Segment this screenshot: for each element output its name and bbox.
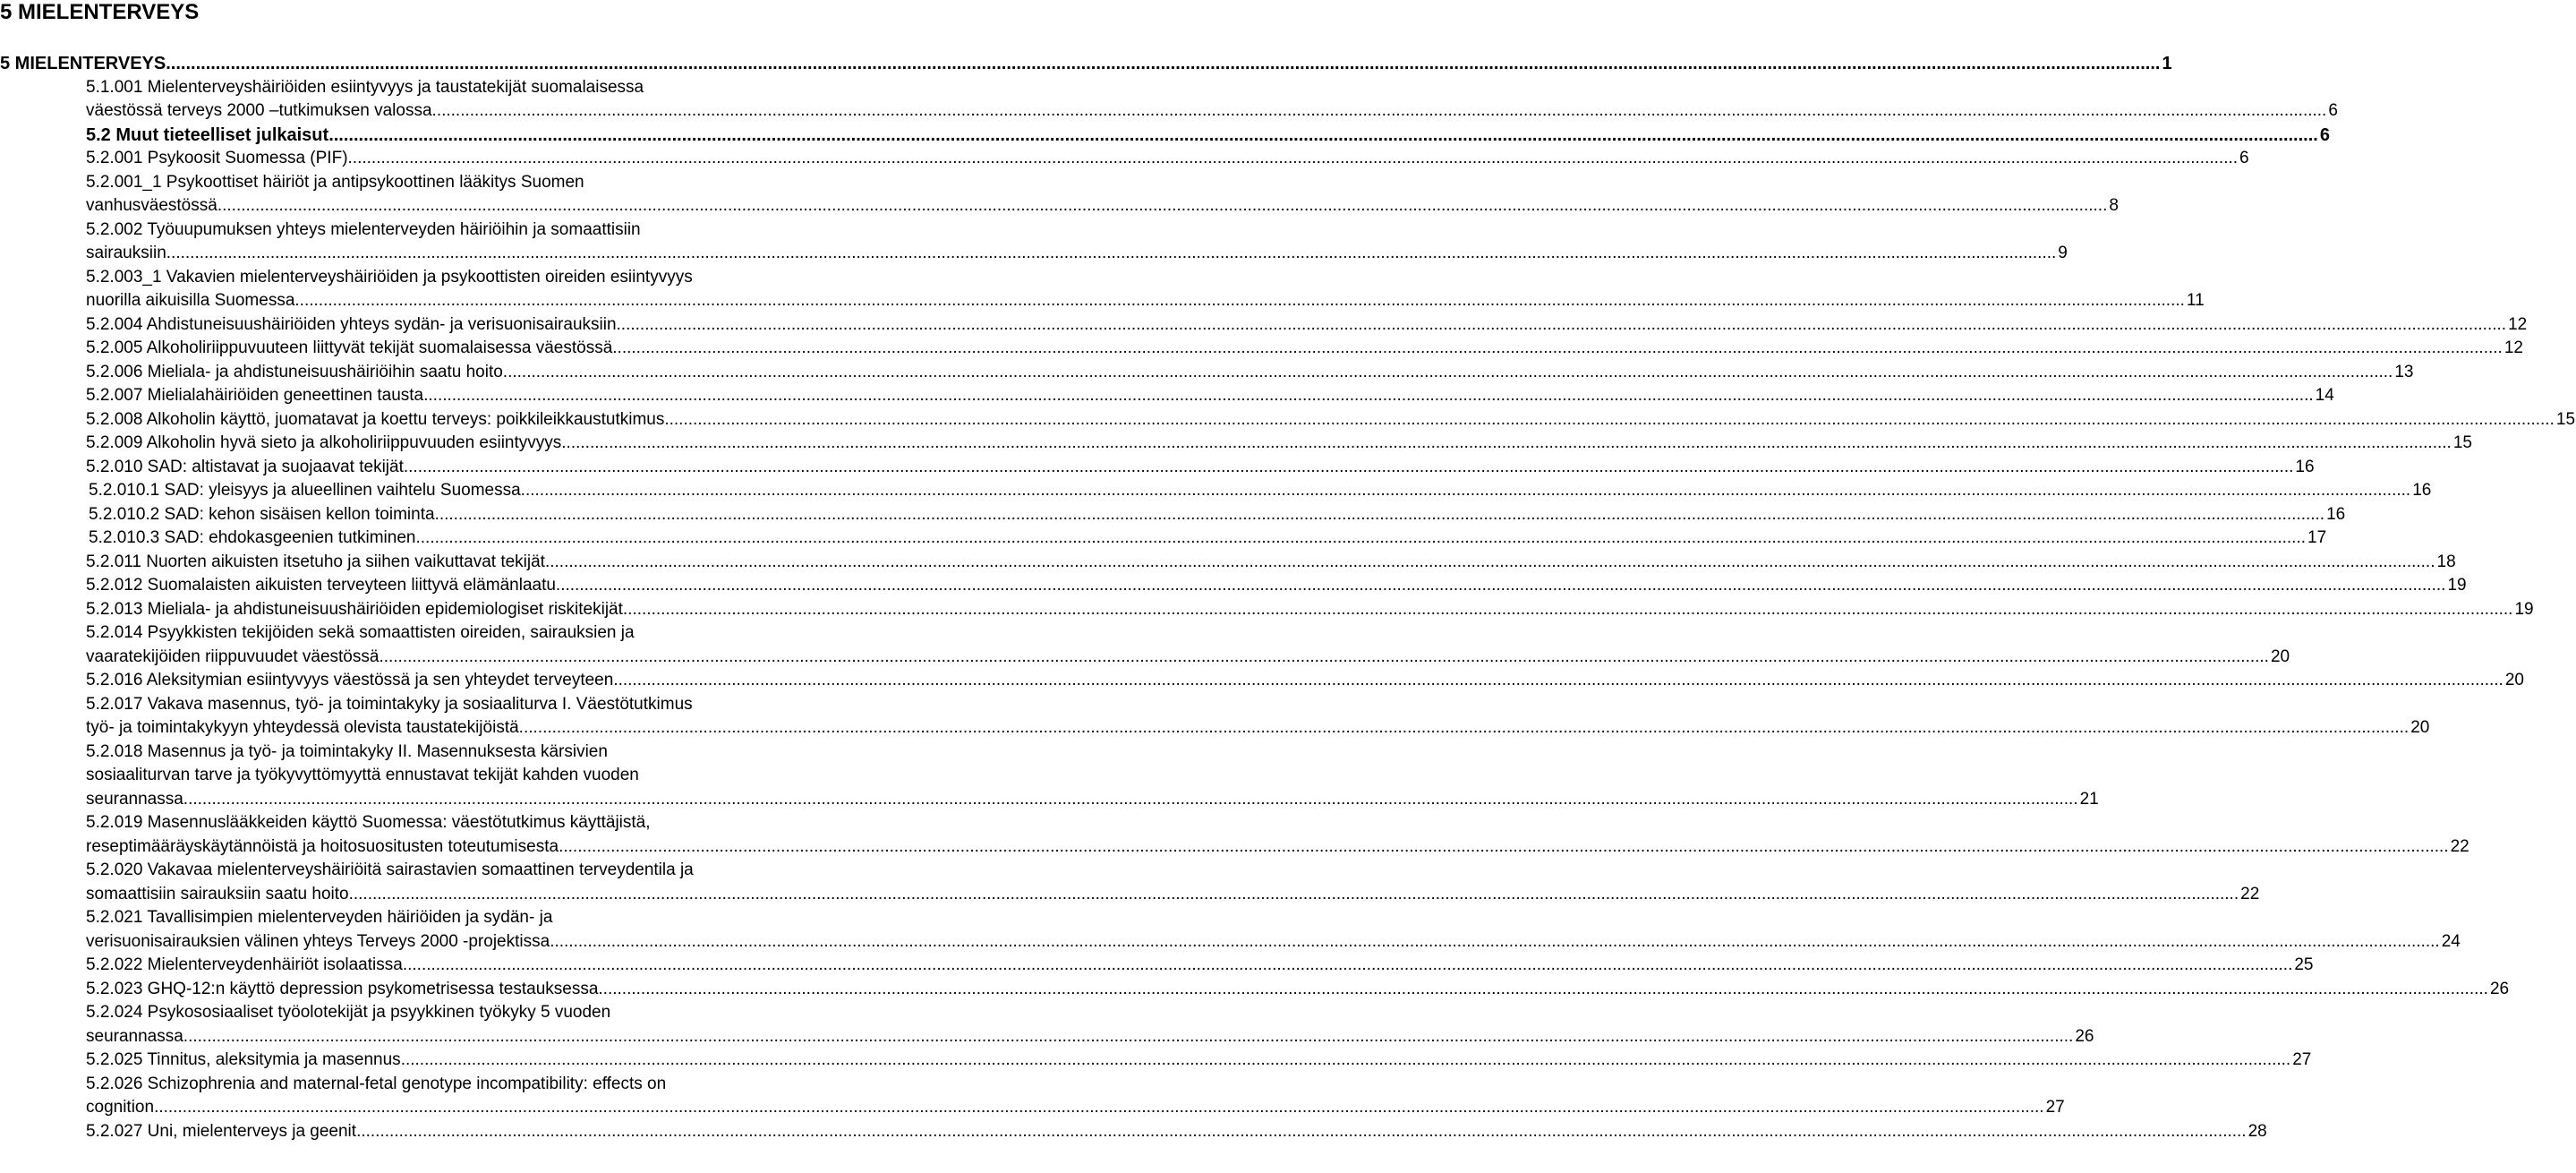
toc-entry-title: 5.2.011 Nuorten aikuisten itsetuho ja siihen vaikuttavat tekijät: [86, 552, 545, 571]
toc-entry-title: 5.2.004 Ahdistuneisuushäiriöiden yhteys sydän- ja verisuonisairauksiin: [86, 314, 617, 334]
toc-entry-line: [0, 171, 859, 195]
toc-entry-line: [0, 906, 859, 930]
toc-dot-leader: ................................................................................................................................................................................................................................................................................................................................................................................................................: [347, 149, 2239, 167]
toc-entry-title: 5.2.016 Aleksitymian esiintyvyys väestössä ja sen yhteydet terveyteen: [86, 671, 614, 689]
toc-entry-line: [0, 408, 2576, 432]
toc-entry[interactable]: [0, 456, 2315, 480]
toc-entry-line: [0, 52, 2172, 76]
toc-entry-title: sairauksiin: [86, 244, 166, 262]
toc-entry-line: [0, 598, 2534, 622]
toc-page-number: 16: [2295, 457, 2315, 476]
toc-entry-line: [0, 313, 2528, 338]
toc-entry-line: [0, 99, 2338, 124]
toc-page-number: 13: [2394, 362, 2414, 381]
toc-entry-line: [0, 1096, 2065, 1120]
toc-dot-leader: ................................................................................................................................................................................................................................................................................................................................................................................................................: [612, 338, 2503, 357]
toc-entry-line: [0, 883, 2260, 907]
toc-entry-title: 5.2.022 Mielenterveydenhäiriöt isolaatissa: [86, 955, 403, 974]
toc-entry-title: 5.2.024 Psykososiaaliset työolotekijät ja psyykkinen työkyky 5 vuoden: [86, 1003, 611, 1022]
toc-entry-line: [0, 194, 2119, 218]
toc-entry-title: vanhusväestössä: [86, 196, 218, 215]
toc-dot-leader: ................................................................................................................................................................................................................................................................................................................................................................................................................: [502, 362, 2393, 381]
toc-dot-leader: ................................................................................................................................................................................................................................................................................................................................................................................................................: [613, 671, 2503, 689]
toc-entry-title: seurannassa.: [86, 789, 189, 809]
toc-entry-title: 5.2.026 Schizophrenia and maternal-fetal genotype incompatibility: effects on: [86, 1074, 667, 1093]
toc-dot-leader: ................................................................................................................................................................................................................................................................................................................................................................................................................: [402, 955, 2293, 974]
toc-entry[interactable]: [0, 527, 2327, 551]
toc-entry[interactable]: [0, 408, 2576, 432]
toc-entry[interactable]: [0, 52, 2172, 76]
toc-dot-leader: ................................................................................................................................................................................................................................................................................................................................................................................................................: [550, 931, 2440, 951]
toc-page-number: 19: [2447, 576, 2467, 595]
toc-entry-line: [0, 432, 2472, 456]
toc-entry[interactable]: [0, 811, 2469, 859]
toc-entry[interactable]: [0, 218, 2068, 266]
toc-entry-line: [0, 1073, 859, 1097]
toc-entry-line: [0, 978, 2510, 1002]
toc-page-number: 24: [2441, 931, 2461, 951]
toc-entry-title: 5.2.002 Työuupumuksen yhteys mielenterveyden häiriöihin ja somaattisiin: [86, 219, 641, 239]
toc-entry-title: 5.2.020 Vakavaa mielenterveyshäiriöitä sairastavien somaattinen terveydentila ja: [86, 860, 694, 879]
toc-dot-leader: ................................................................................................................................................................................................................................................................................................................................................................................................................: [622, 599, 2513, 619]
toc-page-number: 1: [2162, 54, 2172, 73]
toc-entry-line: [0, 859, 859, 883]
toc-page-number: 11: [2186, 291, 2205, 310]
toc-entry[interactable]: [0, 669, 2524, 693]
toc-page-number: 20: [2270, 646, 2290, 666]
toc-entry[interactable]: [0, 1073, 2065, 1120]
toc-page-number: 6: [2328, 101, 2338, 120]
toc-entry[interactable]: [0, 1049, 2312, 1073]
toc-entry-title: 5 MIELENTERVEYS.: [0, 54, 171, 73]
toc-entry-line: [0, 124, 2330, 148]
toc-entry-title: 5.2.010.3 SAD: ehdokasgeenien tutkiminen: [89, 528, 416, 547]
toc-entry[interactable]: [0, 693, 2430, 741]
toc-entry-title: väestössä terveys 2000 –tutkimuksen valossa.: [86, 101, 437, 120]
toc-entry-line: [0, 147, 2249, 171]
toc-page-number: 16: [2412, 481, 2432, 500]
toc-entry-title: 5.2.019 Masennuslääkkeiden käyttö Suomessa: väestötutkimus käyttäjistä,: [86, 813, 651, 832]
toc-entry-line: [0, 741, 859, 765]
toc-entry[interactable]: [0, 1001, 2094, 1049]
toc-entry-line: [0, 337, 2523, 361]
toc-entry-line: [0, 954, 2314, 978]
toc-page-number: 12: [2508, 314, 2528, 334]
toc-entry-line: [0, 551, 2456, 575]
toc-dot-leader: ................................................................................................................................................................................................................................................................................................................................................................................................................: [559, 836, 2449, 856]
toc-entry-line: [0, 646, 2290, 670]
toc-page-number: 18: [2436, 552, 2456, 571]
toc-entry-title: 5.2.007 Mielialahäiriöiden geneettinen tausta: [86, 386, 424, 405]
toc-entry[interactable]: [0, 551, 2456, 575]
toc-page-number: 16: [2326, 504, 2346, 524]
toc-entry[interactable]: [0, 147, 2249, 171]
toc-dot-leader: ................................................................................................................................................................................................................................................................................................................................................................................................................: [183, 1026, 2074, 1046]
toc-entry-title: 5.2.005 Alkoholiriippuvuuteen liittyvät tekijät suomalaisessa väestössä: [86, 338, 613, 357]
toc-entry-title: 5.2 Muut tieteelliset julkaisut: [86, 124, 329, 145]
toc-entry[interactable]: [0, 598, 2534, 622]
toc-entry-line: [0, 716, 2430, 741]
toc-entry[interactable]: [0, 574, 2467, 598]
toc-page-number: 26: [2489, 979, 2510, 998]
toc-dot-leader: ................................................................................................................................................................................................................................................................................................................................................................................................................: [170, 54, 2161, 73]
toc-entry-line: [0, 835, 2469, 860]
toc-dot-leader: ................................................................................................................................................................................................................................................................................................................................................................................................................: [356, 1121, 2247, 1141]
toc-page-number: 17: [2307, 528, 2327, 547]
toc-entry-title: 5.2.021 Tavallisimpien mielenterveyden häiriöiden ja sydän- ja: [86, 908, 553, 927]
toc-dot-leader: ................................................................................................................................................................................................................................................................................................................................................................................................................: [328, 124, 2318, 145]
toc-entry-title: 5.2.023 GHQ-12:n käyttö depression psykometrisessa testauksessa: [86, 979, 599, 998]
toc-entry-title: seurannassa: [86, 1026, 183, 1046]
toc-entry[interactable]: [0, 954, 2314, 978]
toc-entry[interactable]: [0, 859, 2260, 906]
toc-dot-leader: ................................................................................................................................................................................................................................................................................................................................................................................................................: [348, 884, 2239, 903]
toc-entry-line: [0, 361, 2414, 385]
toc-entry-line: [0, 479, 2432, 503]
toc-entry-line: [0, 503, 2346, 527]
toc-dot-leader: ................................................................................................................................................................................................................................................................................................................................................................................................................: [544, 552, 2435, 571]
toc-page-number: 22: [2240, 884, 2260, 903]
toc-page-number: 6: [2239, 149, 2249, 167]
toc-entry-title: 5.2.001_1 Psykoottiset häiriöt ja antipsykoottinen lääkitys Suomen: [86, 172, 584, 192]
toc-entry-line: [0, 693, 859, 717]
toc-entry[interactable]: [0, 741, 2099, 812]
toc-entry-title: 5.2.013 Mieliala- ja ahdistuneisuushäiriöiden epidemiologiset riskitekijät: [86, 599, 623, 619]
toc-entry-line: [0, 788, 2099, 812]
table-of-contents: [0, 52, 2576, 1143]
toc-entry[interactable]: [0, 906, 2461, 954]
document-title: 5 MIELENTERVEYS: [0, 0, 200, 24]
toc-entry-line: [0, 1001, 859, 1025]
toc-dot-leader: ................................................................................................................................................................................................................................................................................................................................................................................................................: [616, 314, 2507, 334]
toc-dot-leader: ................................................................................................................................................................................................................................................................................................................................................................................................................: [423, 386, 2314, 405]
toc-entry[interactable]: [0, 313, 2528, 338]
toc-entry-title: 5.2.009 Alkoholin hyvä sieto ja alkoholiriippuvuuden esiintyvyys: [86, 433, 562, 452]
toc-page-number: 15: [2452, 433, 2472, 452]
toc-entry-line: [0, 242, 2068, 266]
toc-entry-line: [0, 1025, 2094, 1049]
toc-entry-line: [0, 669, 2524, 693]
toc-entry[interactable]: [0, 978, 2510, 1002]
toc-entry-title: 5.2.010.2 SAD: kehon sisäisen kellon toiminta: [89, 504, 435, 524]
toc-entry-line: [0, 1120, 2267, 1144]
toc-entry-title: sosiaaliturvan tarve ja työkyvyttömyyttä ennustavat tekijät kahden vuoden: [86, 766, 639, 784]
toc-dot-leader: ................................................................................................................................................................................................................................................................................................................................................................................................................: [188, 789, 2078, 809]
toc-dot-leader: ................................................................................................................................................................................................................................................................................................................................................................................................................: [217, 196, 2108, 215]
toc-dot-leader: ................................................................................................................................................................................................................................................................................................................................................................................................................: [436, 101, 2327, 120]
toc-entry[interactable]: [0, 384, 2334, 408]
toc-entry-title: 5.2.025 Tinnitus, aleksitymia ja masennus: [86, 1050, 401, 1069]
toc-page-number: 21: [2079, 789, 2099, 809]
toc-dot-leader: ................................................................................................................................................................................................................................................................................................................................................................................................................: [518, 718, 2410, 737]
toc-dot-leader: ................................................................................................................................................................................................................................................................................................................................................................................................................: [400, 1050, 2291, 1069]
toc-entry-line: [0, 527, 2327, 551]
toc-entry-title: verisuonisairauksien välinen yhteys Terveys 2000 -projektissa: [86, 931, 550, 951]
toc-page-number: 25: [2294, 955, 2314, 974]
toc-dot-leader: ................................................................................................................................................................................................................................................................................................................................................................................................................: [379, 646, 2269, 666]
toc-entry-title: vaaratekijöiden riippuvuudet väestössä: [86, 646, 380, 666]
toc-entry[interactable]: [0, 337, 2523, 361]
toc-entry-title: 5.2.014 Psyykkisten tekijöiden sekä somaattisten oireiden, sairauksien ja: [86, 623, 635, 642]
toc-entry-title: 5.2.017 Vakava masennus, työ- ja toimintakyky ja sosiaaliturva I. Väestötutkimus: [86, 694, 693, 714]
toc-entry[interactable]: [0, 266, 2205, 313]
toc-entry-title: 5.2.008 Alkoholin käyttö, juomatavat ja koettu terveys: poikkileikkaustutkimus: [86, 409, 665, 429]
toc-dot-leader: ................................................................................................................................................................................................................................................................................................................................................................................................................: [415, 528, 2307, 547]
toc-entry-title: 5.1.001 Mielenterveyshäiriöiden esiintyvyys ja taustatekijät suomalaisessa: [86, 77, 644, 97]
toc-page-number: 26: [2075, 1026, 2094, 1046]
toc-entry-title: työ- ja toimintakykyyn yhteydessä olevista taustatekijöistä: [86, 718, 519, 737]
toc-entry-line: [0, 1049, 2312, 1073]
toc-dot-leader: ................................................................................................................................................................................................................................................................................................................................................................................................................: [434, 504, 2325, 524]
toc-page-number: 14: [2315, 386, 2334, 405]
toc-page-number: 22: [2450, 836, 2469, 856]
toc-entry-title: 5.2.003_1 Vakavien mielenterveyshäiriöiden ja psykoottisten oireiden esiintyvyys: [86, 267, 693, 287]
toc-entry[interactable]: [0, 479, 2432, 503]
toc-page-number: 20: [2410, 718, 2430, 737]
toc-dot-leader: ................................................................................................................................................................................................................................................................................................................................................................................................................: [166, 244, 2057, 262]
toc-dot-leader: ................................................................................................................................................................................................................................................................................................................................................................................................................: [664, 409, 2555, 429]
toc-dot-leader: ................................................................................................................................................................................................................................................................................................................................................................................................................: [555, 576, 2446, 595]
toc-dot-leader: ................................................................................................................................................................................................................................................................................................................................................................................................................: [294, 291, 2185, 310]
toc-entry-line: [0, 621, 859, 646]
toc-dot-leader: ................................................................................................................................................................................................................................................................................................................................................................................................................: [154, 1098, 2044, 1117]
toc-entry-title: 5.2.001 Psykoosit Suomessa (PIF): [86, 149, 348, 167]
toc-entry[interactable]: [0, 1120, 2267, 1144]
toc-entry[interactable]: [0, 124, 2330, 148]
toc-entry[interactable]: [0, 621, 2290, 669]
toc-entry-line: [0, 289, 2205, 313]
toc-entry-line: [0, 811, 859, 835]
toc-page-number: 15: [2555, 409, 2576, 429]
toc-entry-line: [0, 930, 2461, 955]
toc-entry-line: [0, 218, 859, 243]
toc-entry[interactable]: [0, 432, 2472, 456]
toc-page-number: 19: [2514, 599, 2534, 619]
toc-entry[interactable]: [0, 503, 2346, 527]
toc-entry-title: 5.2.006 Mieliala- ja ahdistuneisuushäiriöihin saatu hoito: [86, 362, 503, 381]
toc-entry-line: [0, 456, 2315, 480]
toc-dot-leader: ................................................................................................................................................................................................................................................................................................................................................................................................................: [598, 979, 2488, 998]
toc-entry[interactable]: [0, 361, 2414, 385]
toc-page-number: 27: [2045, 1098, 2065, 1117]
toc-page-number: 27: [2292, 1050, 2312, 1069]
toc-entry-title: 5.2.012 Suomalaisten aikuisten terveyteen liittyvä elämänlaatu: [86, 576, 556, 595]
toc-entry-title: 5.2.010 SAD: altistavat ja suojaavat tekijät: [86, 457, 404, 476]
toc-entry[interactable]: [0, 76, 2338, 124]
toc-entry-title: reseptimääräyskäytännöistä ja hoitosuositusten toteutumisesta: [86, 836, 559, 856]
toc-entry-line: [0, 574, 2467, 598]
toc-entry-title: nuorilla aikuisilla Suomessa: [86, 291, 295, 310]
toc-page-number: 12: [2503, 338, 2523, 357]
toc-dot-leader: ................................................................................................................................................................................................................................................................................................................................................................................................................: [520, 481, 2411, 500]
toc-entry-line: [0, 384, 2334, 408]
toc-dot-leader: ................................................................................................................................................................................................................................................................................................................................................................................................................: [403, 457, 2294, 476]
toc-entry-title: somaattisiin sairauksiin saatu hoito: [86, 884, 349, 903]
toc-entry-title: 5.2.010.1 SAD: yleisyys ja alueellinen vaihtelu Suomessa: [89, 481, 521, 500]
toc-entry-line: [0, 764, 859, 788]
toc-page-number: 9: [2058, 244, 2068, 262]
toc-page-number: 28: [2248, 1121, 2267, 1141]
toc-entry-title: cognition: [86, 1098, 155, 1117]
toc-entry-line: [0, 76, 859, 100]
toc-page-number: 6: [2319, 124, 2330, 145]
toc-entry-line: [0, 266, 859, 290]
toc-dot-leader: ................................................................................................................................................................................................................................................................................................................................................................................................................: [561, 433, 2452, 452]
toc-page-number: 8: [2109, 196, 2119, 215]
toc-entry-title: 5.2.018 Masennus ja työ- ja toimintakyky II. Masennuksesta kärsivien: [86, 741, 608, 761]
toc-entry-title: 5.2.027 Uni, mielenterveys ja geenit: [86, 1121, 357, 1141]
toc-page-number: 20: [2504, 671, 2524, 689]
toc-entry[interactable]: [0, 171, 2119, 218]
